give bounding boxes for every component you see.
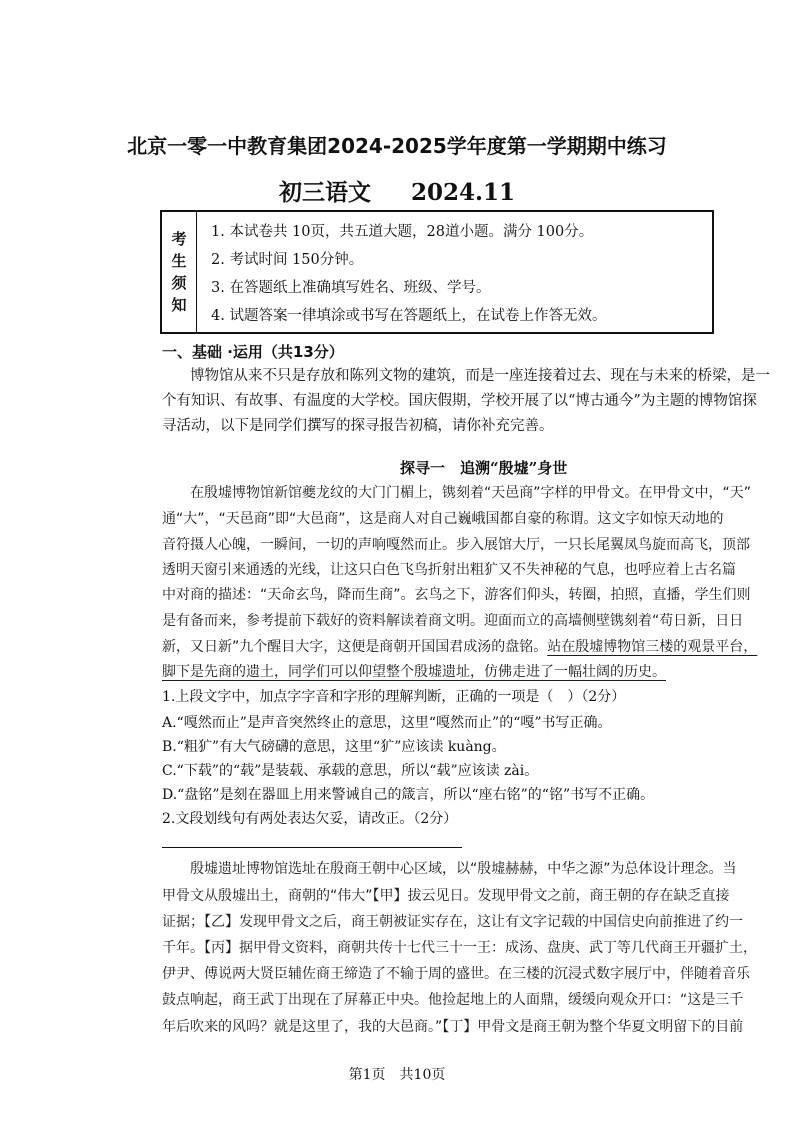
passage-line: 证据；【乙】发现甲骨文之后，商王朝被证实存在，这让有文字记载的中国信史向前推进了约一 — [162, 914, 743, 930]
notice-label — [161, 211, 197, 333]
underlined-sentence: 站在殷墟博物馆三楼的观景平台， — [547, 639, 758, 655]
intro-line: 寻活动，以下是同学们撰写的探寻报告初稿，请你补充完善。 — [162, 418, 554, 434]
notice-items — [197, 211, 714, 333]
notice-item: 2. 考试时间 150分钟。 — [211, 252, 364, 268]
inquiry-heading: 探寻一 追溯“殷墟”身世 — [400, 459, 568, 477]
notice-label-char: 知 — [171, 296, 187, 314]
passage-line: 音符摄人心魄，一瞬间，一切的声响嘎然而止。步入展馆大厅，一只长尾翼凤鸟旋而高飞，顶部 — [162, 537, 750, 553]
question-option-b: B.“粗犷”有大气磅礴的意思，这里“犷”应该读 kuàng。 — [162, 739, 506, 755]
exam-notice-box — [160, 210, 714, 334]
passage-line: 甲骨文从殷墟出土，商朝的“伟大”【甲】拔云见日。发现甲骨文之前，商王朝的存在缺乏直接 — [162, 888, 730, 904]
section-heading: 一、基础 ·运用（共13分） — [162, 343, 344, 361]
question-option-a: A.“嘎然而止”是声音突然终止的意思，这里“嘎然而止”的“嘎”书写正确。 — [162, 715, 612, 731]
passage-line: 年后吹来的风吗？就是这里了，我的大邑商。”【丁】甲骨文是商王朝为整个华夏文明留下的目前 — [162, 1019, 744, 1035]
notice-label-char: 生 — [171, 252, 187, 270]
intro-line: 博物馆从来不只是存放和陈列文物的建筑，而是一座连接着过去、现在与未来的桥梁，是一 — [190, 368, 770, 384]
intro-line: 个有知识、有故事、有温度的大学校。国庆假期，学校开展了以“博古通今”为主题的博物馆探 — [162, 393, 757, 409]
passage-line: 是有备而来，参考提前下载好的资料解读着商文明。迎面而立的高墙侧壁镌刻着“苟日新，日日 — [162, 613, 744, 629]
passage-line: 通“大”，“天邑商”即“大邑商”，这是商人对自己巍峨国都自豪的称谓。这文字如惊天动地的 — [162, 511, 724, 527]
question-option-d: D.“盘铭”是刻在器皿上用来警诫自己的箴言，所以“座右铭”的“铭”书写不正确。 — [162, 787, 655, 803]
underlined-sentence: 脚下是先商的遗土，同学们可以仰望整个殷墟遗址，仿佛走进了一幅壮阔的历史。 — [162, 664, 666, 680]
passage-line: 在殷墟博物馆新馆夔龙纹的大门门楣上，镌刻着“天邑商”字样的甲骨文。在甲骨文中，“天” — [190, 485, 752, 501]
page-number: 第1页 共10页 — [348, 1067, 446, 1083]
notice-item: 3. 在答题纸上准确填写姓名、班级、学号。 — [211, 280, 491, 296]
notice-label-char: 须 — [171, 274, 187, 292]
subject-label: 初三语文 — [278, 179, 371, 206]
notice-item: 1. 本试卷共 10页，共五道大题，28道小题。满分 100分。 — [211, 224, 594, 240]
passage-line: 伊尹、傅说两大贤臣辅佐商王缔造了不输于周的盛世。在三楼的沉浸式数字展厅中，伴随着音乐 — [162, 966, 750, 982]
passage-line: 透明天窗引来通透的光线，让这只白色飞鸟折射出粗犷又不失神秘的气息，也呼应着上古名篇 — [162, 562, 736, 578]
passage-line: 殷墟遗址博物馆选址在殷商王朝中心区域，以“殷墟赫赫，中华之源”为总体设计理念。当 — [190, 861, 737, 877]
exam-date: 2024.11 — [410, 179, 516, 206]
passage-line — [162, 636, 757, 656]
passage-line: 中对商的描述：“天命玄鸟，降而生商”。玄鸟之下，游客们仰头，转圈，拍照，直播，学生们则 — [162, 587, 751, 603]
divider — [162, 847, 462, 848]
notice-item: 4. 试题答案一律填涂或书写在答题纸上，在试卷上作答无效。 — [211, 308, 607, 324]
question-2: 2.文段划线句有两处表达欠妥，请改正。（2分） — [162, 811, 458, 827]
passage-line: 鼓点响起，商王武丁出现在了屏幕正中央。他捡起地上的人面鼎，缓缓向观众开口：“这是三千 — [162, 992, 744, 1008]
passage-text: 新，又日新”九个醒目大字，这便是商朝开国国君成汤的盘铭。 — [162, 639, 548, 655]
exam-title: 北京一零一中教育集团2024-2025学年度第一学期期中练习 — [127, 134, 667, 158]
notice-label-char: 考 — [171, 230, 187, 248]
exam-subtitle — [0, 174, 794, 207]
question-1: 1.上段文字中，加点字字音和字形的理解判断，正确的一项是（ ）（2分） — [162, 689, 626, 705]
question-option-c: C.“下载”的“载”是装载、承载的意思，所以“载”应该读 zài。 — [162, 763, 539, 779]
passage-line: 千年。【丙】据甲骨文资料，商朝共传十七代三十一王：成汤、盘庚、武丁等几代商王开疆扩土， — [162, 940, 757, 956]
